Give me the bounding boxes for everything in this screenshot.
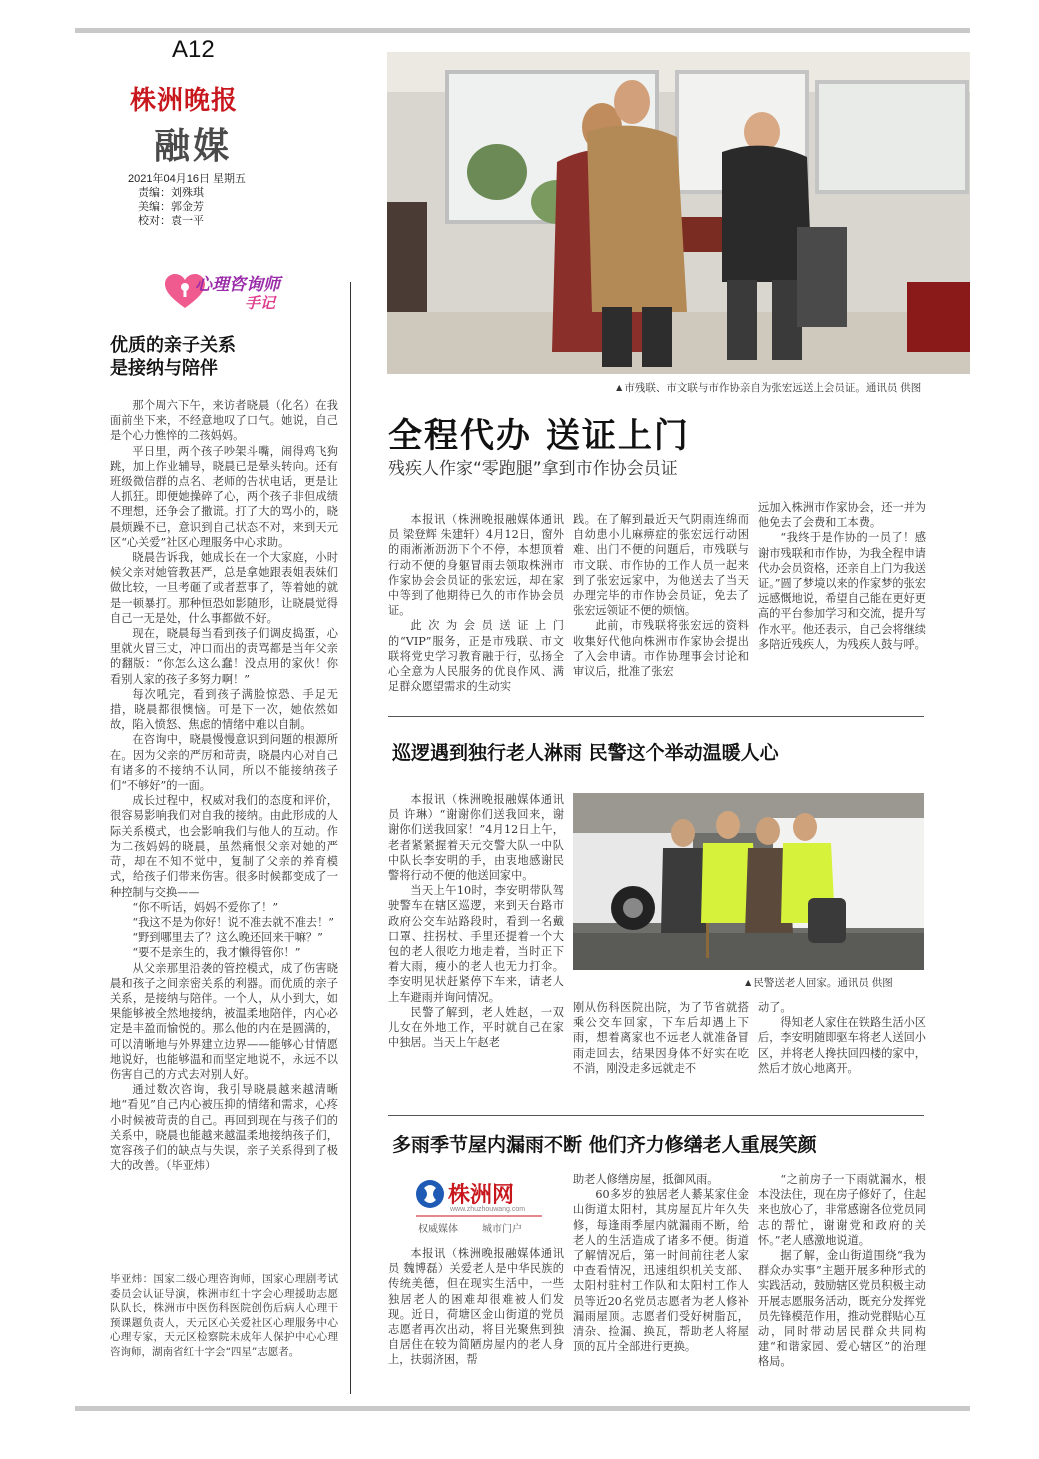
paragraph: 当天上午10时，李安明带队驾驶警车在辖区巡逻，来到天台路市政府公交车站路段时，看到一名戴口罩、拄拐杖、手里还提着一个大包的老人很吃力地走着，当时正下着大雨，瘦小的老人也无力打伞。李安明见状赶紧停下车来，请老人上车避雨并询问情况。	[388, 884, 564, 1004]
paragraph: “之前房子一下雨就漏水，根本没法住，现在房子修好了，住起来也放心了，非常感谢各位党员同志的帮忙，谢谢党和政府的关怀。”老人感激地说道。	[758, 1173, 926, 1247]
paragraph: 平日里，两个孩子吵架斗嘴，闹得鸡飞狗跳，加上作业辅导，晓晨已是晕头转向。还有班级微信群的点名、老师的告状电话，更是让人抓狂。即便她操碎了心，两个孩子非但成绩不理想，还争会了撒谎。打了大的骂小的，晓晨烦躁不已，意识到自己状态不对，来到天元区“心关爱”社区心理服务中心求助。	[110, 444, 338, 549]
column-article-body	[110, 398, 338, 1173]
paragraph: 践。在了解到最近天气阴雨连绵而自幼患小儿麻痹症的张宏远行动困难、出门不便的问题后，市残联与市文联、市作协的工作人员一起来到了张宏远家中，为他送去了当天办理完毕的市作协会员证，免去了张宏远领证不便的烦恼。	[573, 513, 749, 618]
paragraph: 此次为会员送证上门的“VIP”服务，正是市残联、市文联将党史学习教育融于行，弘扬全心全意为人民服务的优良作风、满足群众愿望需求的生动实	[388, 619, 564, 694]
article1-photo-caption: ▲市残联、市文联与市作协亲自为张宏远送上会员证。通讯员 供图	[614, 382, 922, 394]
column-logo-title: 心理咨询师	[195, 275, 280, 295]
article2-title: 巡逻遇到独行老人淋雨 民警这个举动温暖人心	[392, 742, 779, 764]
column-title-line1: 优质的亲子关系	[110, 335, 236, 356]
zhuzhouwang-logo	[414, 1176, 544, 1238]
article1-column3	[758, 500, 926, 652]
proof-credit: 校对：袁一平	[138, 215, 204, 227]
paragraph: 现在，晓晨每当看到孩子们调皮捣蛋，心里就火冒三丈，冲口而出的责骂都是当年父亲的翻版：“你怎么这么蠢！没点用的家伙！你看别人家的孩子多努力啊！”	[110, 627, 338, 686]
paragraph: 在咨询中，晓晨慢慢意识到问题的根源所在。因为父亲的严厉和苛责，晓晨内心对自己有诸多的不接纳不认同，所以不能接纳孩子们“不够好”的一面。	[110, 733, 338, 793]
paragraph: 60多岁的独居老人綦某家住金山街道太阳村，其房屋瓦片年久失修，每逢雨季屋内就漏雨不断，给老人的生活造成了诸多不便。街道了解情况后，第一时间前往老人家中查看情况，迅速组织机关支部、太阳村驻村工作队和太阳村工作人员等近20名党员志愿者为老人修补漏雨屋顶。志愿者们受好树脂瓦，清杂、捡漏、换瓦，帮助老人将屋顶的瓦片全部进行更换。	[573, 1188, 749, 1354]
column-divider	[350, 282, 351, 1394]
article1-photo	[387, 52, 970, 374]
paragraph: 远加入株洲市作家协会，还一并为他免去了会费和工本费。	[758, 501, 926, 530]
paragraph: 本报讯（株洲晚报融媒体通讯员 梁登辉 朱建轩）4月12日，窗外的雨淅淅沥沥下个不停，本想顶着行动不便的身躯冒雨去领取株洲市作家协会会员证的张宏远，却在家中等到了他期待已久的市作协会员证。	[388, 513, 564, 618]
logo-url: www.zhuzhouwang.com	[450, 1206, 526, 1213]
logo-tag1: 权威媒体	[418, 1224, 458, 1235]
paragraph: 成长过程中，权威对我们的态度和评价，很容易影响我们对自我的接纳。由此形成的人际关系模式，也会影响我们与他人的互动。作为二孩妈妈的晓晨，虽然痛恨父亲对她的严苛，却在不知不觉中，复制了父亲的养育模式，给孩子们带来伤害。很多时候都变成了一种控制与交换——	[110, 794, 338, 899]
section-name: 融媒	[154, 125, 233, 167]
article1-column1	[388, 512, 564, 694]
paragraph: 得知老人家住在铁路生活小区后，李安明随即驱车将老人送回小区，并将老人搀扶回四楼的家中，然后才放心地离开。	[758, 1016, 926, 1075]
paragraph: 本报讯（株洲晚报融媒体通讯员 许琳）“谢谢你们送我回来，谢谢你们送我回家！”4月12日上午，老者紧紧握着天元交警大队一中队中队长李安明的手，由衷地感谢民警将行动不便的他送回家中。	[388, 793, 564, 883]
column-article-title	[110, 334, 236, 380]
paragraph: 刚从伤科医院出院，为了节省就搭乘公交车回家，下车后却遇上下雨，想着离家也不远老人就准备冒雨走回去，结果因身体不好实在吃不消，刚没走多远就走不	[573, 1001, 749, 1075]
article1-subtitle: 残疾人作家“零跑腿”拿到市作协会员证	[388, 459, 678, 479]
paragraph: 民警了解到，老人姓赵，一双儿女在外地工作，平时就自己在家中独居。当天上午赵老	[388, 1005, 564, 1050]
paragraph: 此前，市残联将张宏远的资料收集好代他向株洲市作家协会提出了入会申请。市作协理事会讨论和审议后，批准了张宏	[573, 619, 749, 679]
paragraph: “我终于是作协的一员了！感谢市残联和市作协，为我全程申请代办会员资格，还亲自上门为我送证。”圆了梦境以来的作家梦的张宏远感慨地说，希望自己能在更好更高的平台参加学习和交流，提升写作水平。他还表示，自己会将继续多陪近残疾人，为残疾人鼓与呼。	[758, 531, 926, 651]
article-separator	[388, 716, 924, 717]
article2-column1	[388, 792, 564, 1050]
paragraph: “我这不是为你好！说不准去就不准去！”	[132, 915, 335, 929]
paragraph: 助老人修缮房屋，抵御风雨。	[573, 1173, 719, 1186]
article3-column2	[573, 1172, 749, 1354]
paragraph: “要不是亲生的，我才懒得管你！”	[132, 946, 301, 960]
paragraph: “你不听话，妈妈不爱你了！”	[132, 900, 279, 914]
paper-name: 株洲晚报	[130, 86, 239, 116]
paragraph: 动了。	[758, 1001, 792, 1014]
art-credit: 美编：郭金芳	[138, 201, 204, 213]
paragraph: “野到哪里去了？这么晚还回来干嘛？”	[132, 931, 323, 945]
bottom-rule	[75, 1406, 970, 1411]
paragraph: 据了解，金山街道围绕“我为群众办实事”主题开展多种形式的实践活动，鼓励辖区党员积极主动开展志愿服务活动，既充分发挥党员先锋模范作用，推动党群贴心互动，同时带动居民群众共同构建“和谐家园、爱心辖区”的治理格局。	[758, 1249, 926, 1369]
photo-scene	[387, 52, 970, 374]
paragraph: 通过数次咨询，我引导晓晨越来越清晰地“看见”自己内心被压抑的情绪和需求，心疼小时候被苛责的自己。再回到现在与孩子们的关系中，晓晨也能越来越温柔地接纳孩子们，宽容孩子们的缺点与失误，亲子关系得到了极大的改善。（毕亚炜）	[110, 1083, 338, 1173]
column-logo	[165, 270, 315, 320]
article-separator	[388, 1115, 924, 1116]
article2-column3	[758, 1000, 926, 1076]
article3-column3	[758, 1172, 926, 1370]
article2-photo-caption: ▲民警送老人回家。通讯员 供图	[743, 977, 893, 989]
logo-name: 株洲网	[448, 1182, 515, 1208]
paragraph: 晓晨告诉我，她成长在一个大家庭，小时候父亲对她管教甚严，总是拿她跟表姐表妹们做比较，一旦考砸了或者惹事了，等着她的就是一顿暴打。那种恒恐如影随形，让晓晨觉得自己一无是处，什么事都做不好。	[110, 551, 338, 625]
editor-credit: 责编：刘殊琪	[138, 187, 204, 199]
article2-column2	[573, 1000, 749, 1076]
article1-column2	[573, 512, 749, 679]
logo-tag2: 城市门户	[482, 1224, 522, 1235]
paragraph: 每次吼完，看到孩子满脸惊恐、手足无措，晓晨都很懊恼。可是下一次，她依然如故，陷入愤怒、焦虑的情绪中难以自制。	[110, 687, 338, 732]
issue-date: 2021年04月16日 星期五	[128, 173, 246, 185]
photo-scene	[573, 793, 924, 970]
edition-meta	[128, 172, 246, 228]
author-bio: 毕亚炜：国家二级心理咨询师，国家心理剧考试委员会认证导演，株洲市红十字会心理援助志愿队队长，株洲市中医伤科医院创伤后病人心理干预课题负责人，天元区心关爱社区心理服务中心心理专家，天元区检察院未成年人保护中心心理咨询师，湖南省红十字会“四星”志愿者。	[110, 1273, 338, 1358]
article2-photo	[573, 793, 924, 970]
paragraph: 那个周六下午，来访者晓晨（化名）在我面前坐下来，不经意地叹了口气。她说，自己是个心力憔悴的二孩妈妈。	[110, 399, 338, 443]
article3-title: 多雨季节屋内漏雨不断 他们齐力修缮老人重展笑颜	[392, 1134, 817, 1156]
paragraph: 从父亲那里沿袭的管控模式，成了伤害晓晨和孩子之间亲密关系的利器。而优质的亲子关系，是接纳与陪伴。一个人，从小到大，如果能够被全然地接纳，被温柔地陪伴，内心必定是丰盈而愉悦的。那么他的内在是圆满的，可以清晰地与外界建立边界——能够心甘情愿地说好，也能够温和而坚定地说不，永远不以伤害自己的方式去对别人好。	[110, 961, 338, 1081]
article1-title: 全程代办 送证上门	[388, 416, 690, 456]
top-rule	[75, 28, 970, 33]
column-logo-subtitle: 手记	[245, 294, 276, 312]
paragraph: 本报讯（株洲晚报融媒体通讯员 魏博磊）关爱老人是中华民族的传统美德，但在现实生活中，一些独居老人的困难却很难被人们发现。近日，荷塘区金山街道的党员志愿者再次出动，将目光聚焦到独自居住在较为简陋房屋内的老人身上，扶弱济困，帮	[388, 1247, 564, 1367]
column-title-line2: 是接纳与陪伴	[110, 358, 218, 379]
page-number: A12	[172, 36, 215, 63]
article3-column1	[388, 1246, 564, 1368]
